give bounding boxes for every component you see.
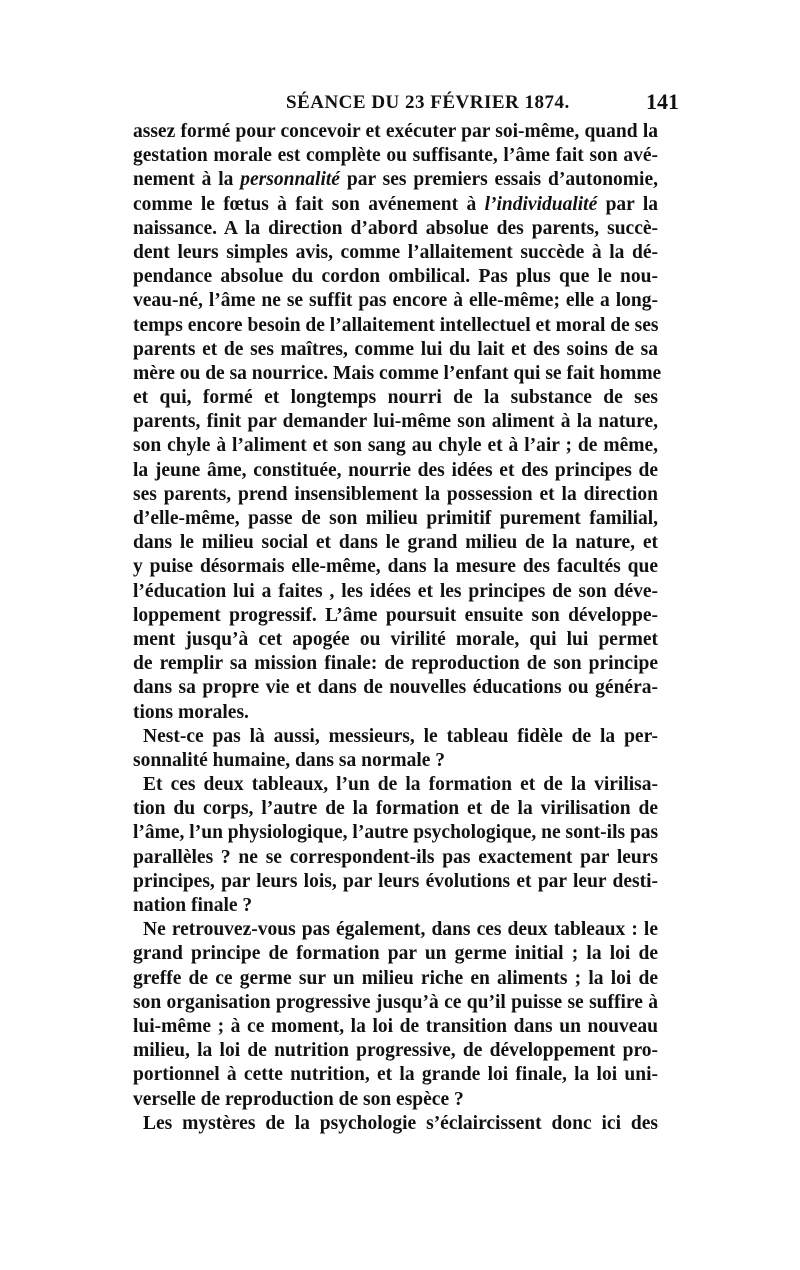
text-line: ses parents, prend insensiblement la possession et la direction: [133, 483, 658, 505]
text-line: temps encore besoin de l’allaitement intellectuel et moral de ses: [133, 314, 659, 336]
text-line: loppement progressif. L’âme poursuit ensuite son développe-: [133, 604, 658, 626]
text-line: et qui, formé et longtemps nourri de la substance de ses: [133, 387, 658, 409]
text-line: Et ces deux tableaux, l’un de la formation et de la virilisa-: [143, 774, 658, 796]
text-line: portionnel à cette nutrition, et la grande loi finale, la loi uni-: [133, 1064, 658, 1086]
text-line: tions morales.: [133, 701, 249, 723]
text-line: tion du corps, l’autre de la formation et de la virilisation de: [133, 798, 658, 820]
text-line: veau-né, l’âme ne se suffit pas encore à elle-même; elle a long-: [133, 290, 658, 312]
text-line: son organisation progressive jusqu’à ce qu’il puisse se suffire à: [133, 991, 658, 1013]
text-line: mère ou de sa nourrice. Mais comme l’enfant qui se fait homme: [133, 362, 662, 384]
text-line: son chyle à l’aliment et son sang au chyle et à l’air ; de même,: [133, 435, 658, 457]
paragraph: [133, 120, 662, 725]
running-title: SÉANCE DU 23 FÉVRIER 1874.: [286, 92, 570, 113]
text-line: d’elle-même, passe de son milieu primitif purement familial,: [133, 508, 658, 529]
text-line: de remplir sa mission finale: de reproduction de son principe: [133, 653, 658, 675]
text-line: lui-même ; à ce moment, la loi de transition dans un nouveau: [133, 1015, 658, 1037]
text-line: parallèles ? ne se correspondent-ils pas exactement par leurs: [133, 846, 658, 868]
paragraph: [133, 918, 658, 1112]
text-line: assez formé pour concevoir et exécuter par soi-même, quand la: [133, 121, 658, 142]
text-line: milieu, la loi de nutrition progressive, de développement pro-: [133, 1040, 658, 1062]
text-line: pendance absolue du cordon ombilical. Pas plus que le nou-: [133, 266, 658, 288]
text-line: dent leurs simples avis, comme l’allaitement succède à la dé-: [133, 241, 658, 263]
text-line: nement à la personnalité par ses premiers essais d’autonomie,: [133, 169, 658, 191]
paragraph: [133, 725, 658, 773]
text-line: Ne retrouvez-vous pas également, dans ces deux tableaux : le: [143, 919, 658, 941]
text-line: parents, finit par demander lui-même son aliment à la nature,: [133, 411, 658, 433]
text-line: ment jusqu’à cet apogée ou virilité morale, qui lui permet: [133, 628, 658, 650]
paragraph: [133, 773, 658, 918]
text-line: Nest-ce pas là aussi, messieurs, le tableau fidèle de la per-: [143, 725, 658, 747]
text-line: grand principe de formation par un germe initial ; la loi de: [133, 943, 658, 965]
text-line: gestation morale est complète ou suffisante, l’âme fait son avé-: [133, 145, 658, 167]
running-head: [0, 89, 800, 116]
paragraph: [133, 1112, 658, 1136]
text-line: sonnalité humaine, dans sa normale ?: [133, 749, 446, 771]
body-text: [133, 120, 662, 1136]
text-line: l’éducation lui a faites , les idées et les principes de son déve-: [133, 580, 658, 602]
text-line: dans sa propre vie et dans de nouvelles éducations ou généra-: [133, 677, 658, 699]
text-line: nation finale ?: [133, 895, 253, 916]
text-line: la jeune âme, constituée, nourrie des idées et des principes de: [133, 459, 658, 481]
text-line: comme le fœtus à fait son avénement à l’individualité par la: [133, 193, 658, 215]
text-line: dans le milieu social et dans le grand milieu de la nature, et: [133, 532, 658, 554]
text-line: naissance. A la direction d’abord absolue des parents, succè-: [133, 217, 658, 239]
text-line: principes, par leurs lois, par leurs évolutions et par leur desti-: [133, 870, 658, 892]
text-line: greffe de ce germe sur un milieu riche en aliments ; la loi de: [133, 967, 658, 989]
text-line: l’âme, l’un physiologique, l’autre psychologique, ne sont-ils pas: [133, 822, 659, 844]
text-line: Les mystères de la psychologie s’éclaircissent donc ici des: [143, 1112, 658, 1134]
page-number: 141: [646, 89, 679, 114]
text-line: y puise désormais elle-même, dans la mesure des facultés que: [133, 556, 658, 578]
text-line: parents et de ses maîtres, comme lui du lait et des soins de sa: [133, 338, 658, 360]
text-line: verselle de reproduction de son espèce ?: [133, 1088, 464, 1110]
